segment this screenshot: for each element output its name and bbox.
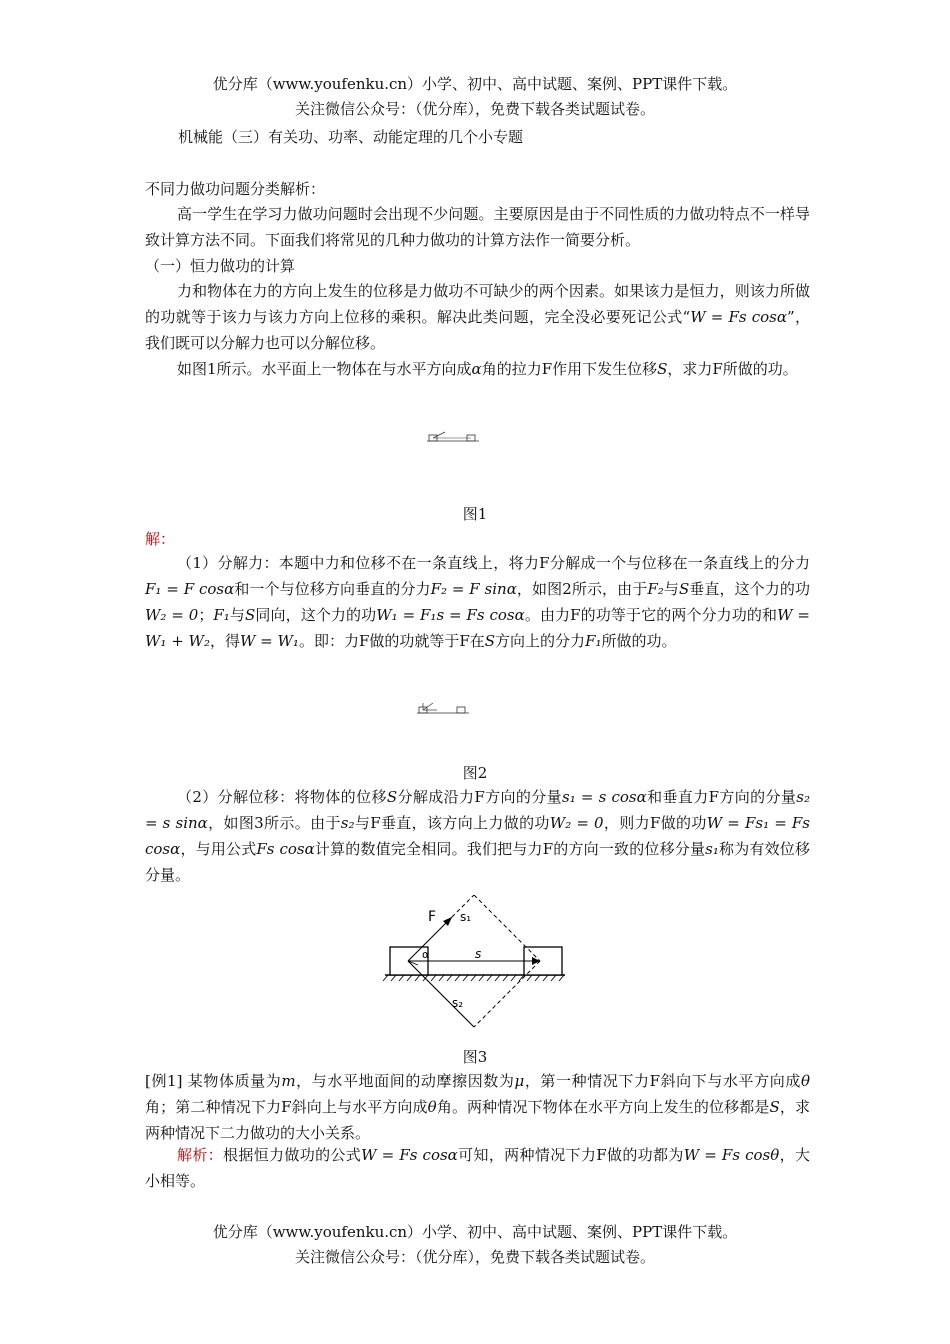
- solution-part-2: （2）分解位移：将物体的位移S分解成沿力F方向的分量s₁ = s cosα和垂直力F方向的分量s₂ = s sinα，如图3所示。由于s₂与F垂直，该方向上力做的功W₂ = 0，则力F做的功W = Fs₁ = Fs cosα，与用公式Fs cosα计算的数值完全相同。我们把与力F的方向一致的位移分量s₁称为有效位移分量。: [145, 788, 810, 884]
- figure-2: [415, 700, 471, 716]
- analysis-paragraph: 解析：根据恒力做功的公式W = Fs cosα可知，两种情况下力F做的功都为W = Fs cosθ，大小相等。: [145, 1146, 810, 1190]
- figure-1: [425, 428, 481, 444]
- footer-line-2: 关注微信公众号：（优分库），免费下载各类试题试卷。: [294, 1248, 655, 1266]
- label-s1: s₁: [460, 910, 472, 924]
- label-s: s: [475, 947, 482, 961]
- document-title: 机械能（三）有关功、功率、动能定理的几个小专题: [178, 128, 524, 146]
- label-alpha: α: [422, 948, 430, 961]
- solution-label: 解：: [145, 530, 176, 548]
- header-line-2: 关注微信公众号：（优分库），免费下载各类试题试卷。: [294, 100, 655, 118]
- section-heading: 不同力做功问题分类解析：: [145, 180, 326, 198]
- example-1: [例1] 某物体质量为m，与水平地面间的动摩擦因数为μ，第一种情况下力F斜向下与水平方向成θ角；第二种情况下力F斜向上与水平方向成θ角。两种情况下物体在水平方向上发生的位移都是S，求两种情况下二力做功的大小关系。: [145, 1072, 810, 1142]
- solution-part-1: （1）分解力：本题中力和位移不在一条直线上，将力F分解成一个与位移在一条直线上的分力F₁ = F cosα和一个与位移方向垂直的分力F₂ = F sinα，如图2所示，由于F₂与S垂直，这个力的功W₂ = 0；F₁与S同向，这个力的功W₁ = F₁s = Fs cosα。由力F的功等于它的两个分力功的和W = W₁ + W₂，得W = W₁。即：力F做的功就等于F在S方向上的分力F₁所做的功。: [145, 554, 810, 650]
- figure-2-caption: 图2: [462, 764, 488, 782]
- analysis-label: 解析：: [177, 1146, 224, 1164]
- figure-3-caption: 图3: [462, 1048, 488, 1066]
- header-line-1: 优分库（www.youfenku.cn）小学、初中、高中试题、案例、PPT课件下载。: [212, 75, 738, 93]
- label-s2: s₂: [452, 996, 464, 1010]
- figure-3: [380, 895, 570, 1040]
- paragraph-1: 力和物体在力的方向上发生的位移是力做功不可缺少的两个因素。如果该力是恒力，则该力所做的功就等于该力与该力方向上位移的乘积。解决此类问题，完全没必要死记公式“W = Fs cosα”，我们既可以分解力也可以分解位移。: [145, 282, 810, 352]
- footer-line-1: 优分库（www.youfenku.cn）小学、初中、高中试题、案例、PPT课件下载。: [212, 1223, 738, 1241]
- figure-1-caption: 图1: [462, 505, 488, 523]
- formula-work: W = Fs cosα: [690, 308, 787, 326]
- label-F: F: [428, 909, 437, 925]
- paragraph-2: 如图1所示。水平面上一物体在与水平方向成α角的拉力F作用下发生位移S，求力F所做的功。: [177, 360, 798, 378]
- subsection-heading-1: （一）恒力做功的计算: [145, 257, 296, 275]
- intro-paragraph: 高一学生在学习力做功问题时会出现不少问题。主要原因是由于不同性质的力做功特点不一样导致计算方法不同。下面我们将常见的几种力做功的计算方法作一简要分析。: [145, 205, 810, 249]
